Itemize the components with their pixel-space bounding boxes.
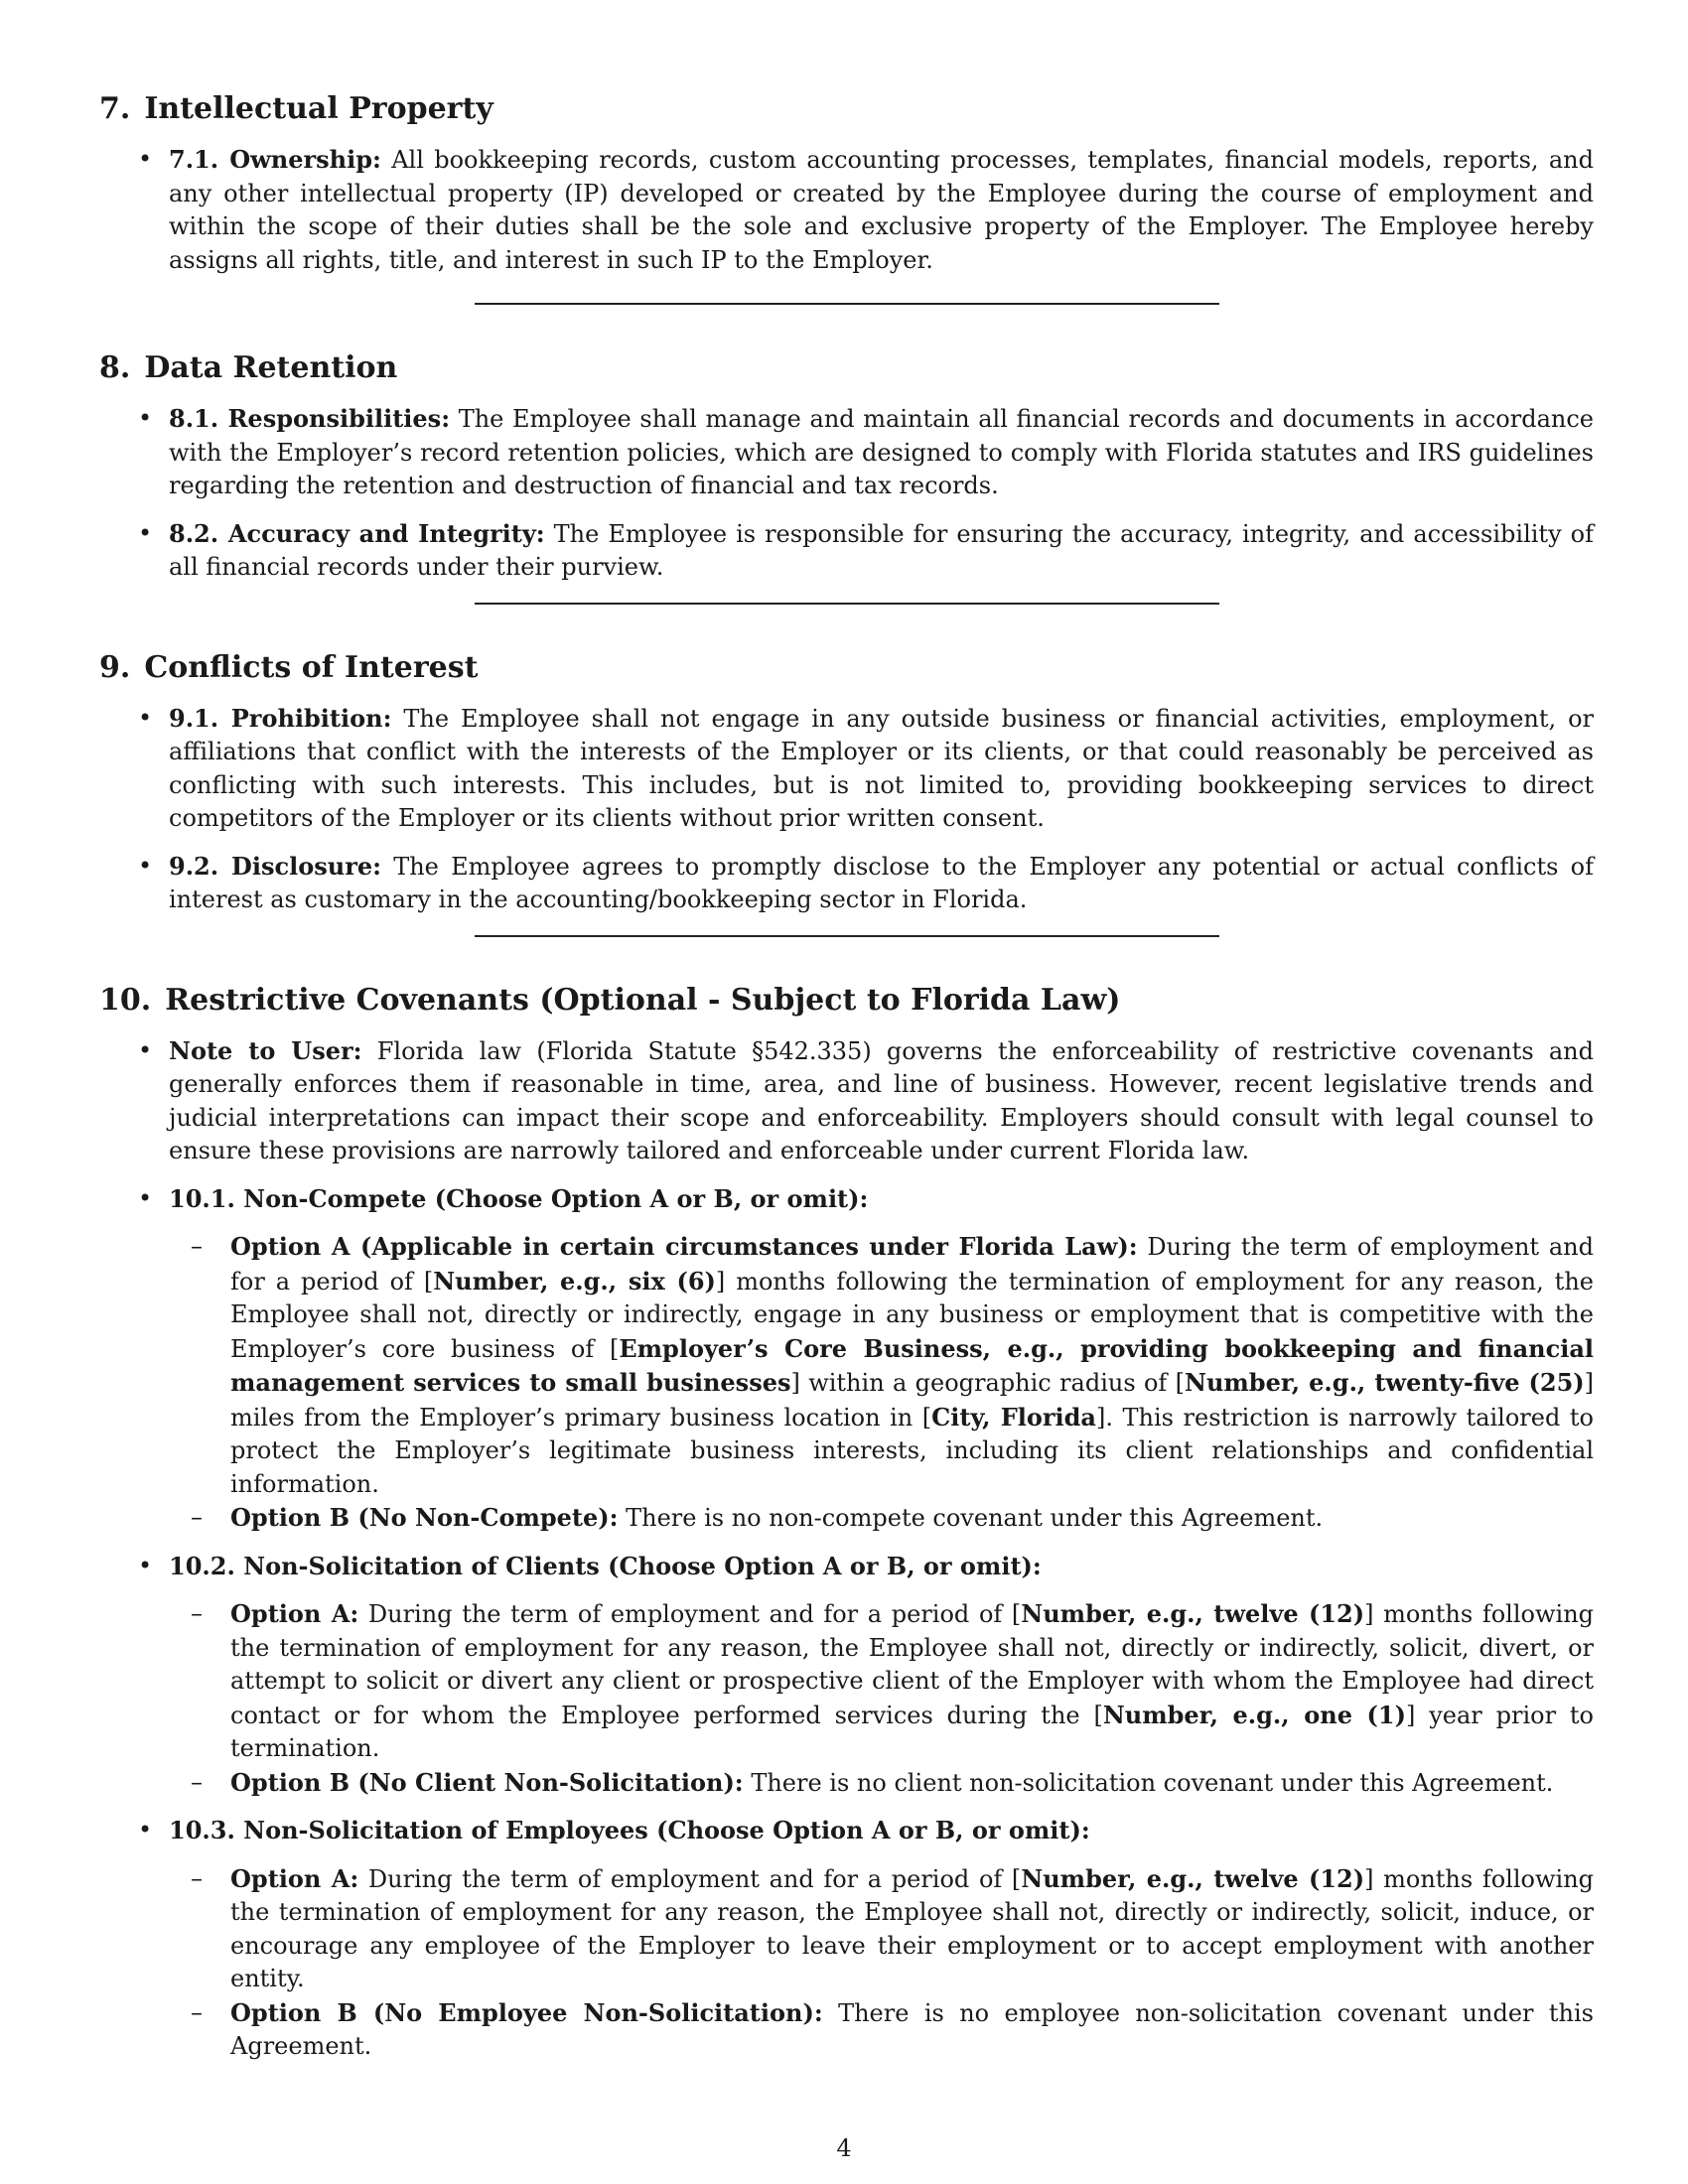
option-a: – Option A: During the term of employment and for a period of [Number, e.g., twelve (12)] months following the termination of employment for any reason, the Employee shall not, directly or indirectly, solicit, induce, or encourage any employee of the Employer to leave their employment or to accept employment with another entity. (169, 1862, 1594, 1996)
section-restrictive-covenants (99, 981, 1594, 2064)
option-a: – Option A (Applicable in certain circumstances under Florida Law): During the term of employment and for a period of [Number, e.g., six (6)] months following the termination of employment for any reason, the Employee shall not, directly or indirectly, engage in any business or employment that is competitive with the Employer’s core business of [Employer’s Core Business, e.g., providing bookkeeping and financial management services to small businesses] within a geographic radius of [Number, e.g., twenty-five (25)] miles from the Employer’s primary business location in [City, Florida]. This restriction is narrowly tailored to protect the Employer’s legitimate business interests, including its client relationships and confidential information. (169, 1230, 1594, 1501)
option-b: – Option B (No Employee Non-Solicitation): There is no employee non-solicitation covenant under this Agreement. (169, 1996, 1594, 2064)
noncompete-item: • 10.1. Non-Compete (Choose Option A or B, or omit): – Option A (Applicable in certain circumstances under Florida Law): During the term of employment and for a period of [Number, e.g., six (6)] months following the termination of employment for any reason, the Employee shall not, directly or indirectly, engage in any business or employment that is competitive with the Employer’s core business of [Employer’s Core Business, e.g., providing bookkeeping and financial management services to small businesses] within a geographic radius of [Number, e.g., twenty-five (25)] miles from the Employer’s primary business location in [City, Florida]. This restriction is narrowly tailored to protect the Employer’s legitimate business interests, including its client relationships and confidential information. – Option B (No Non-Compete): There is no non-compete covenant under this Agreement. (99, 1182, 1594, 1536)
option-a: – Option A: During the term of employment and for a period of [Number, e.g., twelve (12)] months following the termination of employment for any reason, the Employee shall not, directly or indirectly, solicit, divert, or attempt to solicit or divert any client or prospective client of the Employer with whom the Employee had direct contact or for whom the Employee performed services during the [Number, e.g., one (1)] year prior to termination. (169, 1597, 1594, 1766)
section-items (99, 702, 1594, 917)
employee-nonsolicit-item: • 10.3. Non-Solicitation of Employees (Choose Option A or B, or omit): – Option A: During the term of employment and for a period of [Number, e.g., twelve (12)] months following the termination of employment for any reason, the Employee shall not, directly or indirectly, solicit, induce, or encourage any employee of the Employer to leave their employment or to accept employment with another entity. – Option B (No Employee Non-Solicitation): There is no employee non-solicitation covenant under this Agreement. (99, 1814, 1594, 2064)
page-number: 4 (836, 2134, 852, 2162)
option-list (169, 1862, 1594, 2064)
section-intellectual-property (99, 89, 1594, 277)
note-item: • Note to User: Florida law (Florida Statute §542.335) governs the enforceability of restrictive covenants and generally enforces them if reasonable in time, area, and line of business. However, recent legislative trends and judicial interpretations can impact their scope and enforceability. Employers should consult with legal counsel to ensure these provisions are narrowly tailored and enforceable under current Florida law. (99, 1034, 1594, 1168)
list-item: • 9.2. Disclosure: The Employee agrees to promptly disclose to the Employer any potential or actual conflicts of interest as customary in the accounting/bookkeeping sector in Florida. (99, 850, 1594, 917)
section-heading: 8. Data Retention (99, 350, 398, 385)
section-items (99, 402, 1594, 585)
section-heading: 10. Restrictive Covenants (Optional - Subject to Florida Law) (99, 982, 1121, 1018)
list-item: • 9.1. Prohibition: The Employee shall not engage in any outside business or financial activities, employment, or affiliations that conflict with the interests of the Employer or its clients, or that could reasonably be perceived as conflicting with such interests. This includes, but is not limited to, providing bookkeeping services to direct competitors of the Employer or its clients without prior written consent. (99, 702, 1594, 836)
section-divider (475, 303, 1219, 305)
option-b: – Option B (No Non-Compete): There is no non-compete covenant under this Agreement. (169, 1501, 1594, 1536)
section-data-retention (99, 348, 1594, 585)
list-item: • 8.2. Accuracy and Integrity: The Employee is responsible for ensuring the accuracy, integrity, and accessibility of all financial records under their purview. (99, 517, 1594, 585)
section-heading: 7. Intellectual Property (99, 91, 493, 126)
section-divider (475, 935, 1219, 937)
option-list (169, 1597, 1594, 1800)
list-item: • 7.1. Ownership: All bookkeeping records, custom accounting processes, templates, financial models, reports, and any other intellectual property (IP) developed or created by the Employee during the course of employment and within the scope of their duties shall be the sole and exclusive property of the Employer. The Employee hereby assigns all rights, title, and interest in such IP to the Employer. (99, 143, 1594, 277)
list-item: • 8.1. Responsibilities: The Employee shall manage and maintain all financial records and documents in accordance with the Employer’s record retention policies, which are designed to comply with Florida statutes and IRS guidelines regarding the retention and destruction of financial and tax records. (99, 402, 1594, 503)
section-items (99, 1034, 1594, 2064)
section-conflicts-of-interest (99, 648, 1594, 917)
client-nonsolicit-item: • 10.2. Non-Solicitation of Clients (Choose Option A or B, or omit): – Option A: During the term of employment and for a period of [Number, e.g., twelve (12)] months following the termination of employment for any reason, the Employee shall not, directly or indirectly, solicit, divert, or attempt to solicit or divert any client or prospective client of the Employer with whom the Employee had direct contact or for whom the Employee performed services during the [Number, e.g., one (1)] year prior to termination. – Option B (No Client Non-Solicitation): There is no client non-solicitation covenant under this Agreement. (99, 1550, 1594, 1801)
section-divider (475, 603, 1219, 605)
section-heading: 9. Conflicts of Interest (99, 649, 479, 685)
option-list (169, 1230, 1594, 1536)
section-items (99, 143, 1594, 277)
option-b: – Option B (No Client Non-Solicitation): There is no client non-solicitation covenant under this Agreement. (169, 1766, 1594, 1801)
document-page (99, 89, 1594, 2078)
